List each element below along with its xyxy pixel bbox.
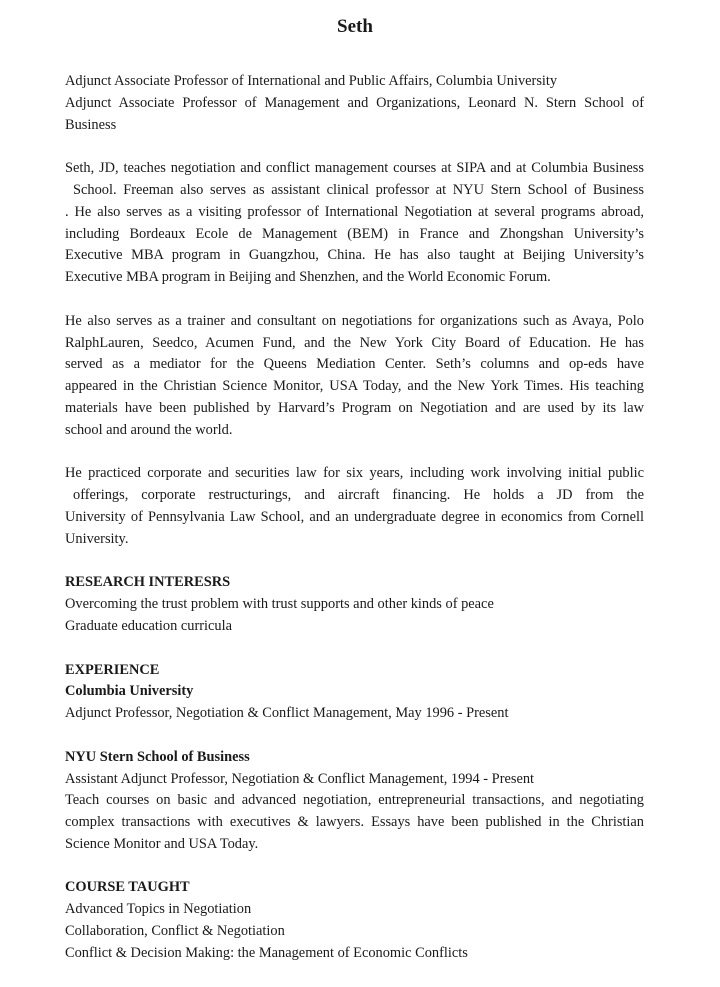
employer-name: Columbia University <box>65 683 194 700</box>
page-title: Seth <box>337 16 373 37</box>
paragraph-line: school and around the world. <box>65 421 233 438</box>
affiliation-line: Business <box>65 116 117 133</box>
paragraph-line: He practiced corporate and securities law for six years, including work involving initial public <box>65 465 644 482</box>
paragraph-line: Executive MBA program in Guangzhou, China. He has also taught at Beijing University’s <box>65 247 644 264</box>
list-item: Overcoming the trust problem with trust supports and other kinds of peace <box>65 596 494 613</box>
paragraph-line: materials have been published by Harvard’s Program on Negotiation and are used by its law <box>65 399 644 416</box>
job-role: Assistant Adjunct Professor, Negotiation & Conflict Management, 1994 - Present <box>65 770 535 787</box>
list-item: Graduate education curricula <box>65 617 233 634</box>
paragraph-line: including Bordeaux Ecole de Management (BEM) in France and Zhongshan University’s <box>65 225 644 242</box>
job-role: Adjunct Professor, Negotiation & Conflict Management, May 1996 - Present <box>65 705 509 722</box>
paragraph-line: . He also serves as a visiting professor of International Negotiation at several programs abroad, <box>65 203 644 220</box>
affiliation-line: Adjunct Associate Professor of Management and Organizations, Leonard N. Stern School of <box>65 94 644 111</box>
bio-paragraph-2 <box>65 311 644 442</box>
section-heading: EXPERIENCE <box>65 661 160 678</box>
paragraph-line: served as a mediator for the Queens Mediation Center. Seth’s columns and op-eds have <box>65 356 644 373</box>
affiliations-block <box>65 71 644 136</box>
job-description-line: Science Monitor and USA Today. <box>65 835 259 852</box>
paragraph-line: appeared in the Christian Science Monitor, USA Today, and the New York Times. His teaching <box>65 378 644 395</box>
paragraph-line: Executive MBA program in Beijing and Shenzhen, and the World Economic Forum. <box>65 269 551 286</box>
research-section <box>65 572 644 637</box>
job-description-line: complex transactions with executives & lawyers. Essays have been published in the Christian <box>65 814 644 831</box>
employer-name: NYU Stern School of Business <box>65 748 250 765</box>
list-item: Advanced Topics in Negotiation <box>65 901 252 918</box>
experience-entry-nyu <box>65 747 644 856</box>
bio-paragraph-1 <box>65 158 644 289</box>
paragraph-line: University. <box>65 530 129 547</box>
courses-section <box>65 877 644 964</box>
job-description-line: Teach courses on basic and advanced negotiation, entrepreneurial transactions, and negotiating <box>65 792 644 809</box>
paragraph-line: offerings, corporate restructurings, and aircraft financing. He holds a JD from the <box>73 487 644 504</box>
section-heading: RESEARCH INTERESRS <box>65 574 231 591</box>
resume-body <box>65 71 644 965</box>
bio-paragraph-3 <box>65 463 644 550</box>
affiliation-line: Adjunct Associate Professor of International and Public Affairs, Columbia University <box>65 73 558 89</box>
list-item: Collaboration, Conflict & Negotiation <box>65 923 285 940</box>
paragraph-line: He also serves as a trainer and consultant on negotiations for organizations such as Avaya, Polo <box>65 312 644 329</box>
list-item: Conflict & Decision Making: the Management of Economic Conflicts <box>65 944 468 961</box>
experience-section <box>65 660 644 725</box>
paragraph-line: Seth, JD, teaches negotiation and conflict management courses at SIPA and at Columbia Business <box>65 160 644 177</box>
paragraph-line: RalphLauren, Seedco, Acumen Fund, and the New York City Board of Education. He has <box>65 334 644 351</box>
paragraph-line: University of Pennsylvania Law School, and an undergraduate degree in economics from Cornell <box>65 508 644 525</box>
paragraph-line: School. Freeman also serves as assistant clinical professor at NYU Stern School of Business <box>73 181 644 198</box>
section-heading: COURSE TAUGHT <box>65 879 190 896</box>
